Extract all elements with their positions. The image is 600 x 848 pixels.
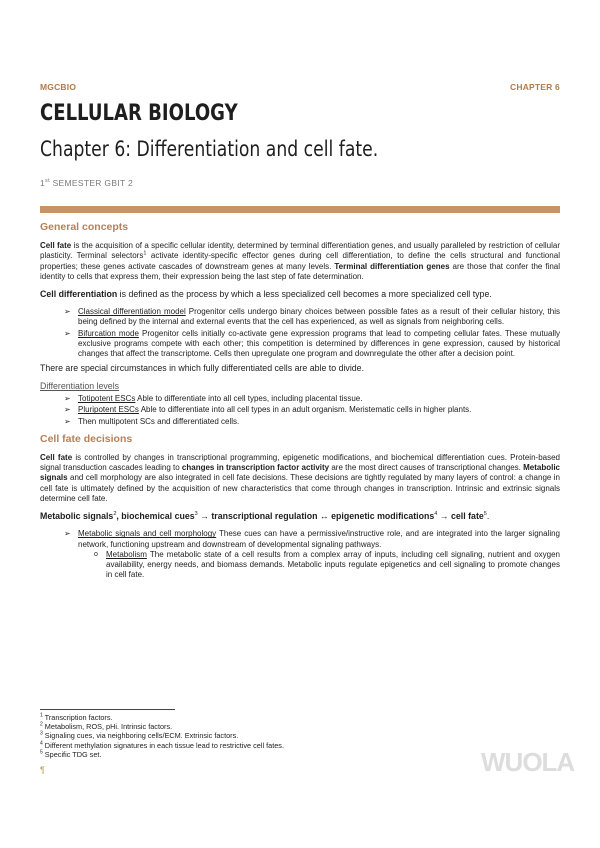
footnote-5 [40, 750, 440, 759]
title-divider [40, 206, 560, 213]
header-chapter: CHAPTER 6 [510, 82, 560, 92]
document-subtitle: Chapter 6: Differentiation and cell fate. [40, 137, 379, 161]
list-differentiation-levels [40, 394, 560, 427]
footnote-3 [40, 731, 440, 740]
term-cell-fate: Cell fate [40, 452, 73, 462]
footnote-number: 1 [40, 712, 43, 719]
flow-metabolic-signals: Metabolic signals [40, 511, 114, 522]
term-terminal-differentiation-genes: Terminal differentiation genes [334, 261, 450, 271]
flow-cell-fate: → cell fate [437, 511, 484, 522]
arrow-bullet-icon: ➢ [64, 328, 71, 338]
footnote-ref-3: 3 [194, 511, 198, 518]
footnote-number: 3 [40, 730, 43, 737]
semester-text: SEMESTER GBIT 2 [49, 178, 133, 188]
arrow-bullet-icon: ➢ [64, 529, 71, 539]
watermark-logo: WUOLA [481, 747, 575, 777]
semester-ordinal: st [45, 178, 50, 185]
model-description: Progenitor cells initially co-activate gene expression programs that lead to competing cellular fates. These mutually exclusive programs compete with each other; this competition is determined by differences in gene expression, caused by historical changes that affect the transcriptome. Cells then upregulate one program and downregulate the other after a decision point. [78, 328, 561, 358]
section-heading-cell-fate-decisions: Cell fate decisions [40, 432, 133, 445]
term-cell-fate: Cell fate [40, 241, 72, 250]
section-heading-general-concepts: General concepts [40, 221, 129, 233]
arrow-bullet-icon: ➢ [64, 405, 71, 415]
paragraph-special-circumstances: There are special circumstances in which fully differentiated cells are able to divide. [40, 363, 365, 374]
model-description: Progenitor cells undergo binary choices between possible fates as a result of their cellular history, this being defined by the internal and external events that the cell has experienced, as well as signals from neighboring cells. [78, 307, 560, 327]
flow-regulation: → transcriptional regulation ↔ epigenetic modifications [197, 511, 435, 522]
arrow-bullet-icon: ➢ [64, 307, 71, 317]
text-run: is the acquisition of a specific cellular identity, determined by terminal differentiation genes, and usually paralleled by restriction of cellular plasticity. Terminal selectors [40, 241, 560, 261]
subheading-differentiation-levels: Differentiation levels [40, 381, 120, 392]
model-name: Bifurcation mode [78, 328, 139, 338]
semester-label [40, 178, 133, 188]
circle-bullet-icon: o [94, 550, 98, 558]
level-description: Then multipotent SCs and differentiated cells. [78, 416, 240, 426]
level-name: Pluripotent ESCs [78, 405, 139, 415]
list-item-bifurcation-mode [64, 328, 561, 360]
text-run: activate identity-specific effector genes during cell differentiation, to define the cells structural and functional properties; these genes activate cascades of downstream genes at many levels. [40, 251, 560, 271]
level-description: Able to differentiate into all cell types, including placental tissue. [135, 394, 363, 404]
header-course-code: MGCBIO [40, 82, 77, 92]
cue-description: These cues can have a permissive/instructive role, and are integrated into the larger signaling network, functioning upstream and downstream of developmental signaling pathways. [78, 529, 560, 549]
footnote-number: 2 [40, 721, 43, 728]
footnote-ref-2: 2 [113, 511, 117, 518]
list-item-totipotent [64, 394, 560, 404]
subcue-name: Metabolism [106, 549, 147, 559]
list-item-metabolic-signals [64, 529, 560, 580]
list-differentiation-models [40, 307, 560, 359]
footnote-1 [40, 713, 440, 722]
footnote-number: 4 [40, 740, 43, 747]
footnote-ref-4: 4 [434, 511, 438, 518]
arrow-bullet-icon: ➢ [64, 394, 71, 404]
flow-biochemical-cues: , biochemical cues [116, 511, 195, 522]
subcue-description: The metabolic state of a cell results from a complex array of inputs, including cell signaling, nutrient and oxygen availability, energy needs, and biomass demands. Metabolic inputs regulate epigenetics and cell signaling to promote changes in cell fate. [106, 549, 560, 580]
footnote-separator [40, 709, 175, 710]
level-name: Totipotent ESCs [78, 394, 136, 404]
term-cell-differentiation: Cell differentiation [40, 289, 118, 300]
list-item-classical-model [64, 307, 560, 327]
text-run: and cell morphology are also integrated in cell fate decisions. These decisions are tightly regulated by many layers of control: a change in cell fate is ultimately defined by the acquisition of new characteristics that come through changes in transcription. Intrinsic and extrinsic signals determine cell fate. [40, 473, 560, 503]
cue-name: Metabolic signals and cell morphology [78, 529, 217, 539]
footnote-text: Signaling cues, via neighboring cells/ECM. Extrinsic factors. [42, 731, 239, 741]
footnote-ref-1: 1 [143, 250, 147, 257]
text-run: are the most direct causes of transcriptional changes. [329, 463, 524, 473]
term-metabolic-signals: Metabolic signals [40, 463, 561, 483]
paragraph-cell-fate-control [40, 453, 560, 504]
model-name: Classical differentiation model [78, 307, 186, 317]
list-item-metabolism [94, 549, 560, 581]
paragraph-cell-fate-definition [40, 241, 560, 282]
footnote-text: Different methylation signatures in each tissue lead to restrictive cell fates. [42, 740, 284, 750]
list-item-multipotent [64, 416, 560, 427]
list-fate-cues [40, 529, 560, 580]
level-description: Able to differentiate into all cell types in an adult organism. Meristematic cells in higher plants. [138, 405, 472, 415]
paragraph-cell-differentiation [40, 289, 560, 300]
footnote-text: Metabolism, ROS, pHi. Intrinsic factors. [42, 722, 173, 732]
paragraph-mark-icon: ¶ [40, 765, 45, 775]
list-item-pluripotent [64, 405, 560, 415]
footnotes [40, 713, 440, 759]
term-tf-activity: changes in transcription factor activity [181, 463, 330, 473]
document-title: CELLULAR BIOLOGY [40, 101, 238, 126]
flow-end: . [486, 511, 490, 522]
footnote-text: Transcription factors. [42, 713, 113, 722]
text-run: is controlled by changes in transcriptional programming, epigenetic modifications, and biochemical differentiation cues. Protein-based signal transduction cascades leading to [40, 452, 560, 473]
footnote-4 [40, 741, 440, 750]
text-run: are those that confer the final identity to cells that express them, their expression being the last step of fate determination. [40, 261, 561, 281]
text-run: is defined as the process by which a less specialized cell becomes a more specialized cell type. [117, 289, 492, 300]
footnote-number: 5 [40, 749, 43, 756]
sublist-metabolism [78, 550, 560, 581]
semester-number: 1 [40, 178, 46, 188]
footnote-ref-5: 5 [483, 511, 487, 518]
footnote-text: Specific TDG set. [42, 749, 102, 759]
cell-fate-flow-summary [40, 511, 560, 522]
arrow-bullet-icon: ➢ [64, 416, 71, 426]
main-content [40, 221, 560, 584]
